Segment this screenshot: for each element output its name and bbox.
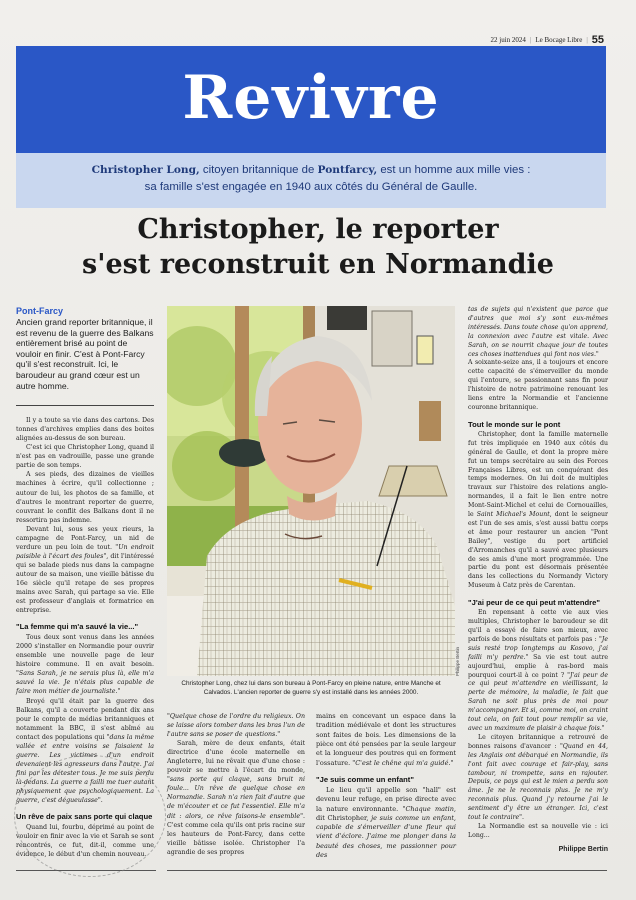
subheader-text: est un homme aux mille vies :: [377, 164, 531, 176]
photo-credit: Philippe Bertin: [455, 646, 460, 676]
quote: tas de sujets qui n'existent que parce que d'autres que moi s'y sont eux-mêmes intéressés. Dans toute chose qu'on apprend, la connexion avec l'autre est vitale. Avec Sarah, on se nourrit chaque jour de toutes ces choses inattendues qui font nos vies.": [468, 306, 608, 358]
paragraph: [468, 734, 608, 823]
quote: "Quelque chose de l'ordre du religieux. On se laisse alors tomber dans les bras l'un de l'autre sans se poser de questions.": [167, 713, 305, 739]
quote: "Chaque matin,: [402, 804, 456, 813]
photo-caption: Christopher Long, chez lui dans son bureau à Pont-Farcy en pleine nature, entre Manche et Calvados. L'ancien reporter de guerre s'y est installé dans les années 2000.: [181, 680, 441, 697]
headline-line-2: s'est reconstruit en Normandie: [82, 249, 554, 280]
paragraph: [316, 712, 456, 768]
text: , dont le seigneur est l'un de ses amis, s'est aussi battu corps et âme pour restaurer un ancien "Pont Bailey", vestige du port artificiel d'Arromanches qu'il a sauvé avec plusieurs de ses amis d'une mort programmée. Une partie du pont est désormais présentée dans les collections du Normandy Victory Museum à Catz près de Carentan.: [468, 511, 608, 590]
text: Sa vie est tout autre aujourd'hui, emplie à ras-bord mais pourquoi court-il à ce point ?: [468, 653, 608, 679]
article-column-1: [16, 306, 154, 859]
folio-publication: Le Bocage Libre: [535, 36, 583, 44]
paragraph: Quand lui, fourbu, déprimé au point de vouloir en finir avec la vie et Sarah se sont rencontrés, ce fut, dit-il, comme une évidence, le début d'un chemin nouveau.: [16, 824, 154, 859]
quote: Saint Michael's Mount: [476, 511, 550, 519]
subheader-line-2: sa famille s'est engagée en 1940 aux côtés du Général de Gaulle.: [144, 181, 478, 193]
subheading: Un rêve de paix sans porte qui claque: [16, 812, 153, 822]
text: En repensant à cette vie aux vies multiples, Christopher le baroudeur se dit qu'il a essayé de faire son mieux, avec parfois de bons résultats et parfois pas :: [468, 609, 608, 643]
text: Sarah, mère de deux enfants, était directrice d'une école maternelle en Angleterre, lui ne rêvait que d'une chose : pouvoir se mettre à l'écart du monde,: [167, 740, 305, 775]
paragraph: [468, 609, 608, 734]
folio-separator: |: [529, 36, 532, 44]
chapo-text: Ancien grand reporter britannique, il est revenu de la guerre des Balkans entièrement brisé au point de vouloir en finir. C'est à Pont-Farcy qu'il s'est reconstruit. Ici, le baroudeur au grand cœur est un autre homme.: [16, 317, 154, 391]
paragraph: [167, 739, 305, 857]
article-column-3: [316, 712, 456, 860]
paragraph: [468, 431, 608, 591]
text: Devant lui, sous ses yeux rieurs, la campagne de Pont-Farcy, un nid de verdure un peu loin de tout.: [16, 525, 154, 551]
folio: [491, 34, 604, 46]
text: Broyé qu'il était par la guerre des Balkans, qu'il a couverte pendant dix ans pour le compte de médias britanniques et notamment la BBC, il s'est abîmé au contact des populations qui: [16, 697, 154, 741]
subheader-text: citoyen britannique de: [199, 164, 318, 176]
portrait-photo: [167, 306, 455, 676]
bottom-divider: [16, 870, 156, 871]
quote: "C'est le chêne qui m'a guidé.": [352, 758, 454, 767]
author-signature: Philippe Bertin: [558, 845, 608, 853]
page-number: 55: [591, 34, 604, 46]
subheader-name: Christopher Long,: [91, 164, 200, 176]
paragraph: [167, 712, 305, 739]
subheader-place: Pontfarcy,: [317, 164, 378, 176]
bottom-divider: [167, 870, 607, 871]
quote: "Je suis resté trop longtemps au Kosovo, j'ai failli m'y perdre.": [468, 635, 608, 661]
text: Christopher, dont la famille maternelle fut très impliquée en 1940 aux côtés du général de Gaulle, et dont la propre mère fut un temps secrétaire au sein des Forces Françaises Libres, est un conquérant des temps modernes. On lui doit de multiples travaux sur l'histoire des relations anglo-normandes, il a fait le lien entre notre Mont-Saint-Michel et celui de Cornouailles, le: [468, 430, 608, 519]
subheading: Tout le monde sur le pont: [468, 419, 561, 429]
quote: "dans la même vallée et entre voisins se faisaient la guerre. Les victimes d'un endroit devenaient les agresseurs dans l'autre. J'ai fini par les détester tous. Je me suis perdu là-dedans. La guerre a failli me tuer autant physiquement que psychologiquement. La guerre, c'est dégueulasse".: [16, 733, 154, 805]
text: Le citoyen britannique a retrouvé de bonnes raisons d'avancer :: [468, 733, 608, 750]
paragraph: [16, 633, 154, 696]
paragraph: [316, 786, 456, 861]
subheading: "J'ai peur de ce qui peut m'attendre": [468, 598, 600, 608]
quote: "Un endroit paisible à l'écart des foules": [16, 543, 154, 560]
folio-separator: |: [586, 36, 588, 44]
paragraph: C'est ici que Christopher Long, quand il n'est pas en vadrouille, passe une grande partie de son temps.: [16, 444, 154, 470]
quote: "Quand en 44, les Anglais ont débarqué en Normandie, ils l'ont fait avec courage et fair-play, sans tambour, ni trompette, sans en rajouter. Depuis, ce pays qui est le mien a perdu son âme. Je ne le reconnais plus. Je ne m'y reconnais plus. Quand j'y retourne j'ai le sentiment d'y être un étranger. Ici, c'est tout le contraire".: [468, 742, 608, 822]
quote: "J'ai peur de ce qui peut m'attendre en vieillissant, la perte de mémoire, la maladie, le fait que Sarah ne soit plus près de moi pour m'accompagner. Et si, comme moi, on craint tout cela, on fait tout pour remplir sa vie, avec un maximum de plaisir à chaque fois.": [468, 671, 608, 732]
article-column-2: [167, 712, 305, 857]
subheading: "Je suis comme un enfant": [316, 774, 414, 784]
headline-line-1: Christopher, le reporter: [137, 214, 499, 245]
photo-illustration: [167, 306, 455, 676]
quote: "Sans Sarah, je ne serais plus là, elle m'a sauvé la vie. Je n'étais plus capable de faire mon métier de journaliste.": [16, 670, 154, 696]
paragraph: [16, 697, 154, 806]
text: dit Christopher,: [316, 813, 372, 822]
chapo-kicker: Pont-Farcy: [16, 306, 64, 316]
divider: [16, 405, 154, 406]
quote: "sans porte qui claque, sans bruit ni foule... Un rêve de quelque chose en Normandie. Sarah n'a rien fait d'autre que de m'écouter et ce fut l'essentiel. Elle m'a dit : alors, ce rêve faisons-le ensemble": [167, 776, 305, 820]
paragraph: La Normandie est sa nouvelle vie : ici Long...: [468, 822, 608, 839]
section-title: Revivre: [182, 63, 440, 133]
folio-date: 22 juin 2024: [490, 36, 526, 44]
section-band: [16, 46, 606, 153]
paragraph: A ses pieds, des dizaines de vieilles machines à écrire, qu'il collectionne ; autour de lui, les photos de sa famille, et d'autres le montrant reporter de guerre, couvrant le conflit des Balkans dont il ne ressortira pas indemne.: [16, 471, 154, 524]
quote: je suis comme un enfant, capable de s'émerveiller d'une fleur qui vient d'éclore. J'aime me plonger dans la beauté des choses, me passionner pour des: [316, 813, 456, 860]
text: . C'est comme cela qu'ils ont pris racine sur les hauteurs de Pont-Farcy, dans cette vieille bâtisse isolée. Christopher l'a agrandie de ses propres: [167, 812, 305, 856]
paragraph: Il y a toute sa vie dans des cartons. Des tonnes d'archives emplies dans des boites alignées au-dessus de son bureau.: [16, 417, 154, 443]
subheading: "La femme qui m'a sauvé la vie...": [16, 622, 139, 632]
paragraph: [16, 525, 154, 615]
text: mains en concevant un espace dans la tradition médiévale et dont les structures sont faites de bois. Les dimensions de la pièce ont été pensées par la seule largeur et la longueur des poutres qui en forment l'ossature.: [316, 712, 456, 767]
paragraph: A soixante-seize ans, il a toujours et encore cette capacité de s'émerveiller du monde qui l'entoure, se passionnant sans fin pour l'histoire de notre patrimoine renouant les liens entre la Normandie et l'ancienne couronne britannique.: [468, 359, 608, 411]
subheader: [16, 153, 606, 208]
subheader-line-1: [16, 162, 606, 179]
paragraph: [468, 306, 608, 359]
article-column-4: [468, 306, 608, 855]
text: Le lieu qu'il appelle son "hall" est devenu leur refuge, en prise directe avec la nature environnante.: [316, 785, 456, 813]
headline: [60, 212, 576, 282]
text: Tous deux sont venus dans les années 2000 s'installer en Normandie pour ouvrir ensemble une nouvelle page de leur histoire commune. Il en avait besoin.: [16, 634, 154, 669]
text: , dit l'intéressé qui se balade pieds nus dans la campagne autour de sa maison, une vieille bâtisse du 16e siècle qu'il retape de ses propres mains avec Sarah, qui partage sa vie. Elle est professeur d'anglais et formatrice en entreprise.: [16, 552, 154, 615]
